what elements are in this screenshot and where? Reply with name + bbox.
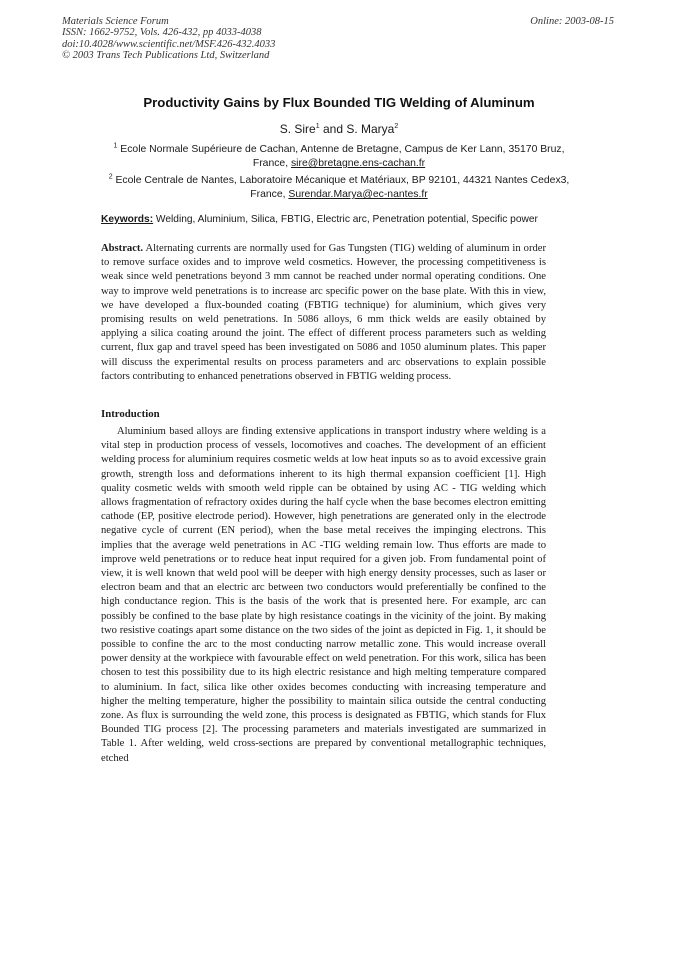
paper-title: Productivity Gains by Flux Bounded TIG Welding of Aluminum <box>143 95 535 110</box>
abstract-text: Alternating currents are normally used for Gas Tungsten (TIG) welding of aluminum in order to remove surface oxides and to improve weld cosmetics. However, the processing competitiveness is weak since weld penetrations beyond 3 mm cannot be reached under normal operating conditions. One way to improve weld penetrations is to increase arc specific power on the base plate. With this in view, we have developed a flux-bounded coating (FBTIG technique) for aluminium, which gives very promising results on weld penetrations. In 5086 alloys, 6 mm thick welds are easily obtained by applying a silica coating around the joint. The effect of different process parameters such as welding current, flux gap and travel speed has been investigated on 5086 and 1050 aluminum plates. This paper will discuss the experimental results on process parameters and arc observations to explain possible factors contributing to enhanced penetrations observed in FBTIG welding process. <box>101 243 546 382</box>
author-name: S. Sire <box>279 122 316 136</box>
journal-header <box>62 16 275 62</box>
affiliation-number: 2 <box>108 173 113 181</box>
doi-line[interactable]: doi:10.4028/www.scientific.net/MSF.426-432.4033 <box>62 38 276 50</box>
journal-name: Materials Science Forum <box>62 16 169 27</box>
affiliation-number: 1 <box>113 142 118 150</box>
author-name: S. Marya <box>346 122 395 136</box>
abstract-label: Abstract. <box>101 243 144 254</box>
affiliation-1 <box>100 143 578 171</box>
keywords-text: Welding, Aluminium, Silica, FBTIG, Electric arc, Penetration potential, Specific power <box>153 214 538 225</box>
author-line <box>0 122 678 136</box>
keywords-label: Keywords: <box>101 214 154 225</box>
issn-line: ISSN: 1662-9752, Vols. 426-432, pp 4033-4038 <box>62 27 262 39</box>
keywords-line <box>101 214 538 225</box>
author-conjunction: and <box>319 122 347 136</box>
author-affiliation-mark: 2 <box>394 123 399 130</box>
author-affiliation-mark: 1 <box>315 123 320 130</box>
email-link[interactable]: Surendar.Marya@ec-nantes.fr <box>288 189 428 200</box>
affiliation-text: Ecole Normale Supérieure de Cachan, Antenne de Bretagne, Campus de Ker Lann, 35170 Bruz, France, <box>120 144 565 169</box>
online-date: Online: 2003-08-15 <box>530 16 614 27</box>
abstract-paragraph <box>101 242 546 384</box>
email-link[interactable]: sire@bretagne.ens-cachan.fr <box>290 158 426 169</box>
introduction-paragraph: Aluminium based alloys are finding extensive applications in transport industry where welding is a vital step in production process of vessels, locomotives and coaches. The development of an efficient welding process for aluminium requires cosmetic welds at low heat inputs so as to avoid excessive grain growth, strength loss and deformations inherent to its high thermal expansion coefficient [1]. High quality cosmetic welds with smooth weld ripple can be obtained by using AC - TIG welding which allows fragmentation of refractory oxides during the half cycle when the base becomes electron emitting cathode (EP, positive electrode period). However, high penetrations are generated only in the electrode negative cycle of current (EN period), when the base metal receives the impinging electrons. This implies that the average weld penetrations in AC -TIG welding remain low. Thus efforts are made to improve weld penetrations or to reduce heat input required for a given job. From fundamental point of view, it is well known that weld pool will be deeper with high energy density processes, such as laser or electron beam and that an electric arc between two conductors would preferentially be confined to the high conductance region. This is the basis of the work that is presented here. For example, arc can possibly be confined to the base plate by high resistance coatings in the vicinity of the joint. By making two resistive coatings apart some distance on the two sides of the joint as depicted in Fig. 1, it should be possible to confine the arc to the most conducting narrow metallic zone. This would increase overall power density at the workpiece with favourable effect on weld penetration. For this work, silica has been chosen to test this possibility due to its high electric resistance and high melting temperature compared to aluminium. In fact, silica like other oxides becomes conducting with increasing temperature and higher the melting temperature, higher the possibility to maintain silica outside the central conducting zone. As flux is surrounding the weld zone, this process is designated as FBTIG, which stands for Flux Bounded TIG process [2]. The processing parameters and materials investigated are summarized in Table 1. After welding, weld cross-sections are prepared by conventional metallographic techniques, etched <box>101 426 546 764</box>
copyright-line: © 2003 Trans Tech Publications Ltd, Switzerland <box>62 50 270 62</box>
introduction-heading: Introduction <box>101 408 160 420</box>
affiliation-2 <box>100 174 578 202</box>
affiliation-text: Ecole Centrale de Nantes, Laboratoire Mécanique et Matériaux, BP 92101, 44321 Nantes Cedex3, France, <box>115 175 570 200</box>
